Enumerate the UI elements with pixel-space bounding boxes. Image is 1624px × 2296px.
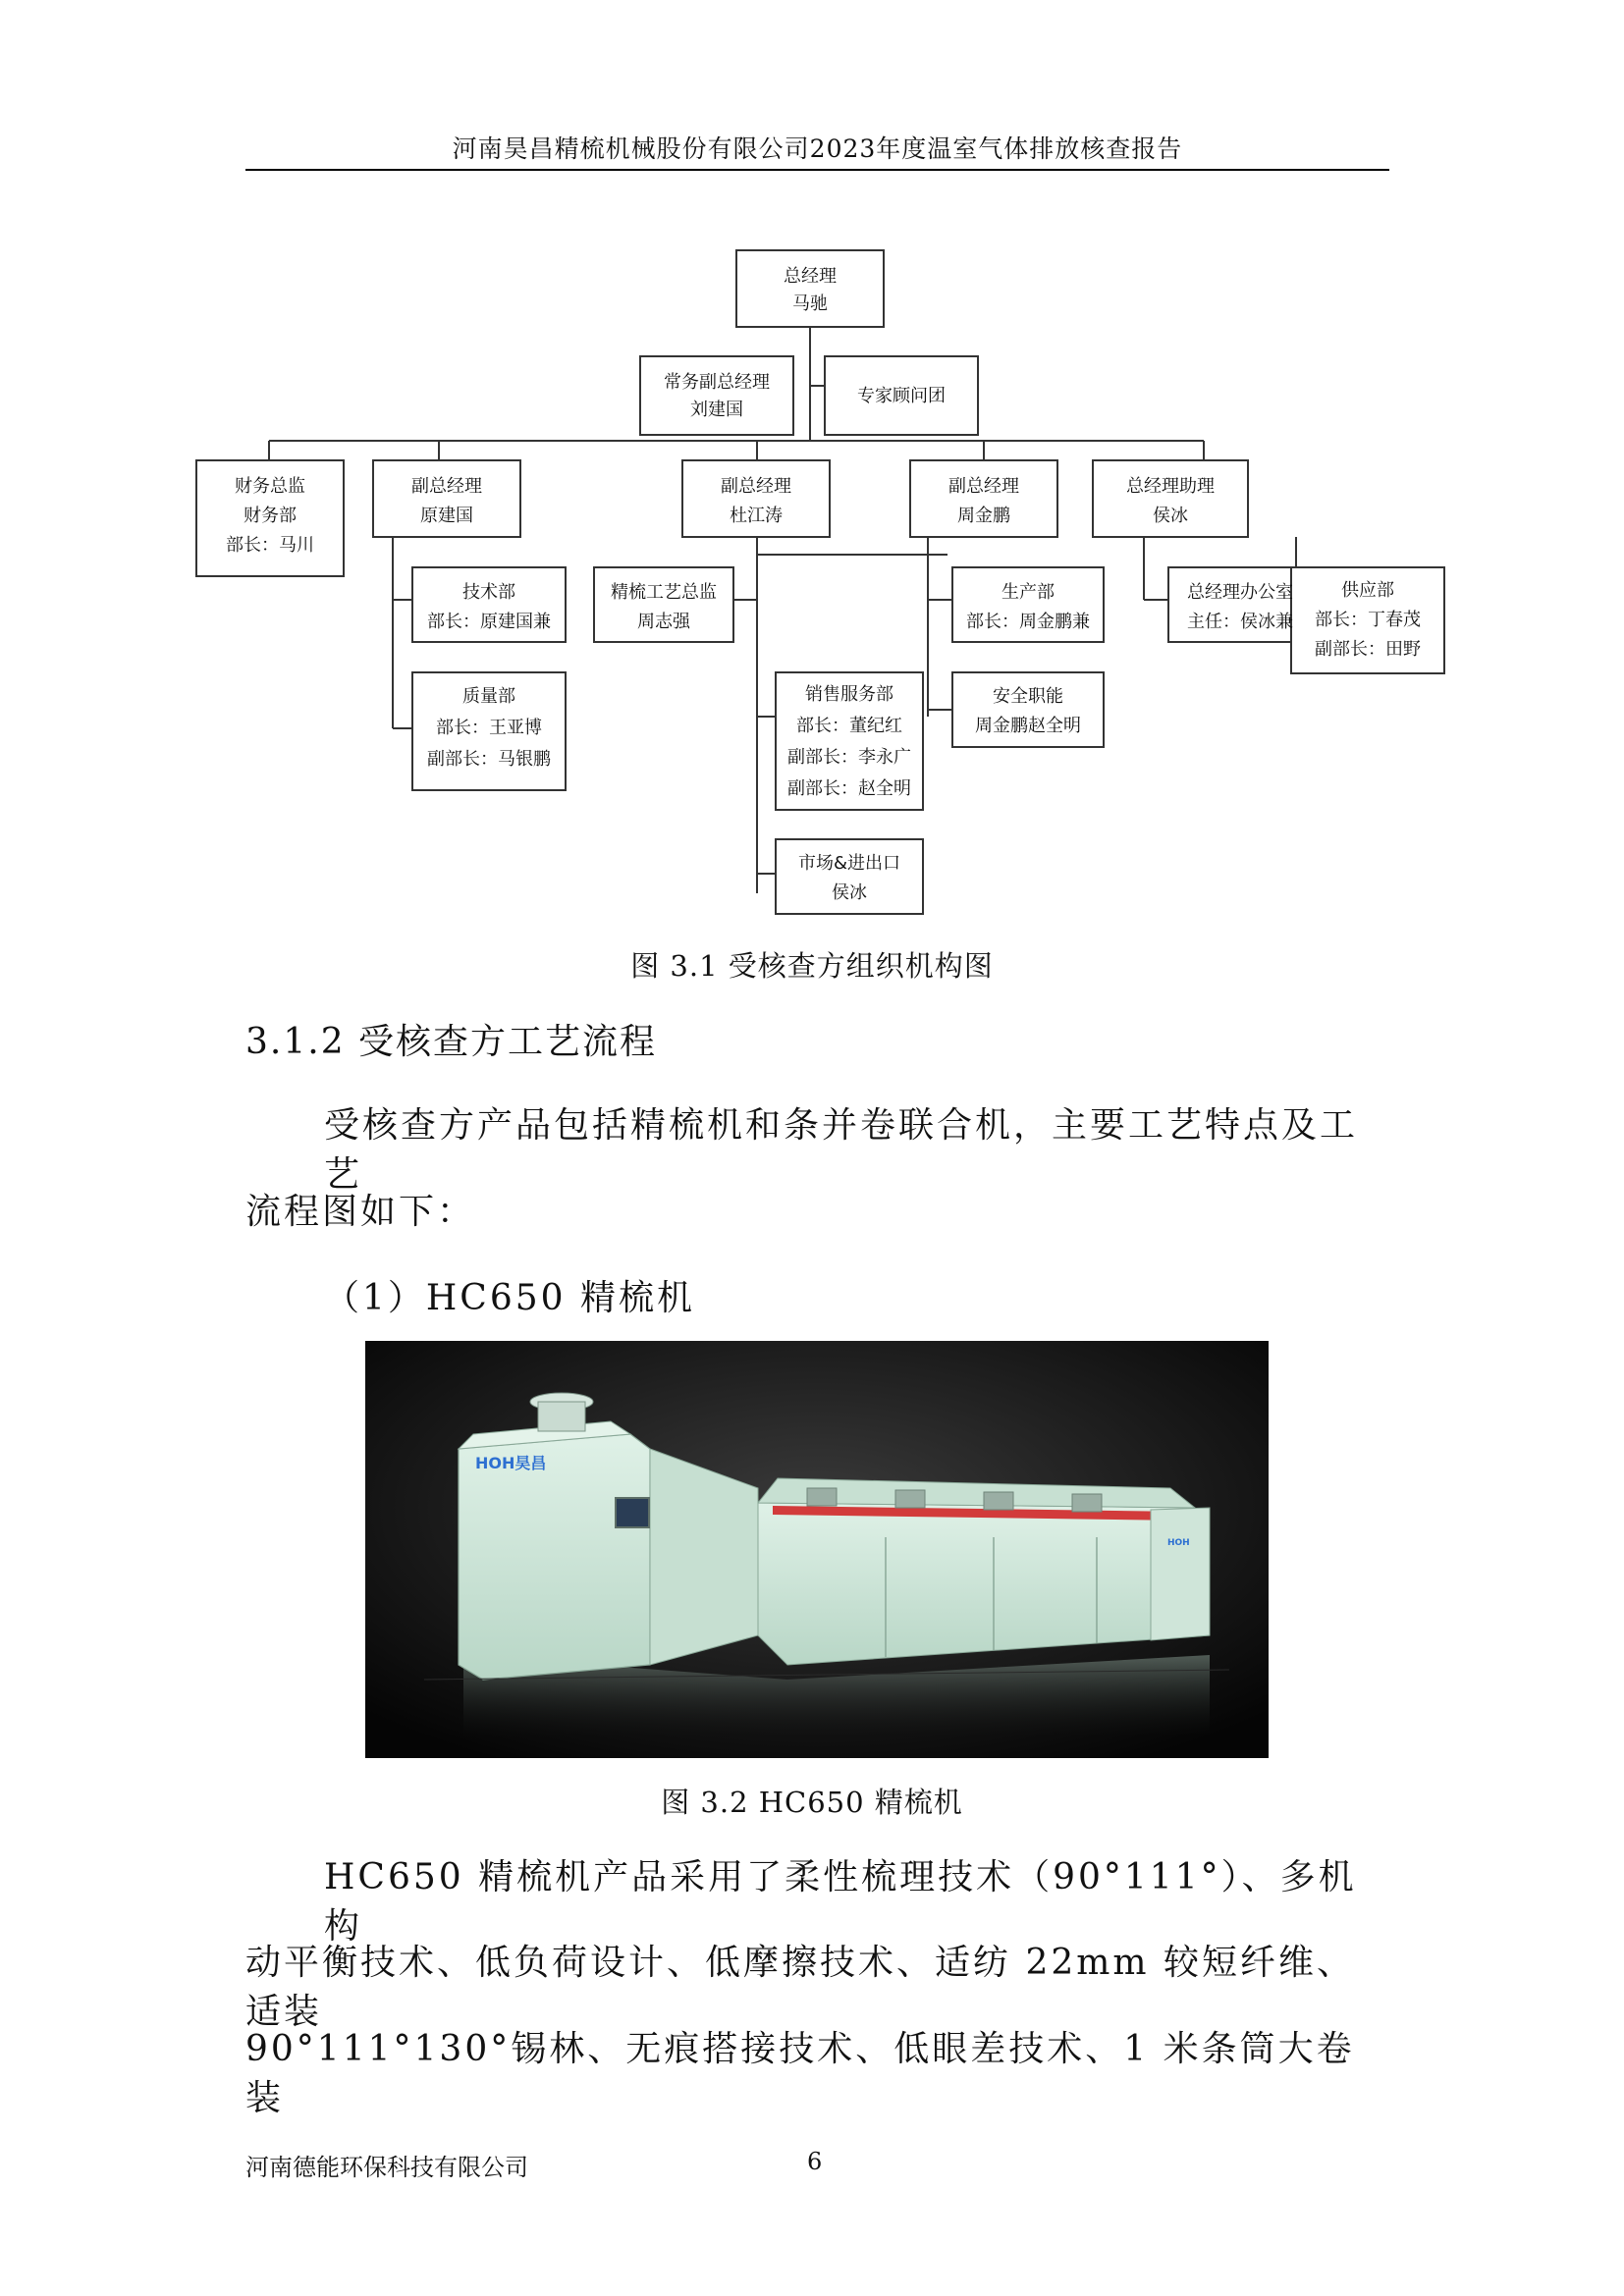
- org-production-title: 生产部: [1001, 582, 1055, 603]
- intro-paragraph-line1: 受核查方产品包括精梳机和条并卷联合机，主要工艺特点及工艺: [324, 1105, 1359, 1195]
- org-box-gm: [736, 250, 884, 327]
- org-tech-title: 技术部: [462, 582, 515, 603]
- footer-company: 河南德能环保科技有限公司: [245, 2154, 528, 2181]
- org-supply-head: 部长：丁春茂: [1315, 610, 1421, 630]
- org-gm-office-head: 主任：侯冰兼: [1187, 612, 1293, 632]
- org-quality-head: 部长：王亚博: [436, 718, 542, 738]
- org-quality-title: 质量部: [462, 686, 515, 707]
- org-sales-head: 部长：董纪红: [796, 716, 902, 736]
- list-item-hc650: （1）HC650 精梳机: [324, 1278, 696, 1318]
- org-exec-vp-name: 刘建国: [690, 400, 743, 420]
- figure-3-2-caption: 图 3.2 HC650 精梳机: [661, 1786, 963, 1819]
- machine-brand-logo: HOH昊昌: [475, 1454, 547, 1472]
- hc650-description-line2: 动平衡技术、低负荷设计、低摩擦技术、适纺 22mm 较短纤维、适装: [245, 1943, 1355, 2032]
- org-finance-dept: 财务部: [244, 506, 297, 526]
- machine-small-logo: HOH: [1167, 1538, 1190, 1548]
- org-market-title: 市场&进出口: [797, 853, 901, 874]
- org-tech-head: 部长：原建国兼: [427, 612, 551, 632]
- svg-text:专家顾问团: [857, 386, 946, 406]
- org-production-head: 部长：周金鹏兼: [966, 612, 1090, 632]
- org-vp1-name: 原建国: [420, 506, 473, 526]
- section-heading-3-1-2: 3.1.2 受核查方工艺流程: [245, 1022, 658, 1062]
- org-combing-name: 周志强: [637, 612, 690, 632]
- org-sales-deputy1: 副部长：李永广: [787, 747, 911, 768]
- hc650-description-line1: HC650 精梳机产品采用了柔性梳理技术（90°111°）、多机构: [324, 1857, 1357, 1947]
- org-gm-name: 马驰: [792, 294, 828, 314]
- org-combing-title: 精梳工艺总监: [611, 582, 717, 603]
- org-sales-deputy2: 副部长：赵全明: [787, 778, 911, 799]
- org-quality-deputy: 副部长：马银鹏: [427, 749, 551, 770]
- org-vp2-name: 杜江涛: [730, 506, 783, 526]
- org-advisors-title: 专家顾问团: [857, 386, 946, 406]
- org-box-exec-vp: [640, 356, 793, 435]
- org-gm-office-title: 总经理办公室: [1187, 582, 1293, 603]
- org-finance-title: 财务总监: [235, 476, 305, 497]
- org-vp2-title: 副总经理: [721, 476, 791, 497]
- org-vp3-name: 周金鹏: [957, 506, 1010, 526]
- org-vp1-title: 副总经理: [411, 476, 482, 497]
- hc650-machine-photo: [365, 1341, 1269, 1758]
- page-header-title: 河南昊昌精梳机械股份有限公司2023年度温室气体排放核查报告: [452, 134, 1183, 163]
- org-gm-title: 总经理: [784, 266, 837, 287]
- org-finance-head: 部长：马川: [226, 535, 314, 556]
- org-supply-deputy: 副部长：田野: [1315, 639, 1421, 660]
- org-supply-title: 供应部: [1341, 580, 1394, 601]
- figure-3-1-caption: 图 3.1 受核查方组织机构图: [630, 949, 994, 983]
- org-vp3-title: 副总经理: [948, 476, 1019, 497]
- org-safety-names: 周金鹏赵全明: [975, 716, 1081, 736]
- org-gm-assist-name: 侯冰: [1153, 506, 1188, 526]
- hc650-description-line3: 90°111°130°锡林、无痕搭接技术、低眼差技术、1 米条筒大卷装: [245, 2029, 1355, 2118]
- header-rule: [245, 169, 1389, 171]
- org-exec-vp-title: 常务副总经理: [664, 372, 770, 393]
- org-chart: [187, 240, 1453, 918]
- org-sales-title: 销售服务部: [805, 684, 893, 705]
- intro-paragraph-line2: 流程图如下：: [245, 1192, 476, 1232]
- org-market-name: 侯冰: [832, 882, 867, 903]
- org-safety-title: 安全职能: [993, 686, 1063, 707]
- org-gm-assist-title: 总经理助理: [1126, 476, 1215, 497]
- footer-page-number: 6: [807, 2148, 823, 2175]
